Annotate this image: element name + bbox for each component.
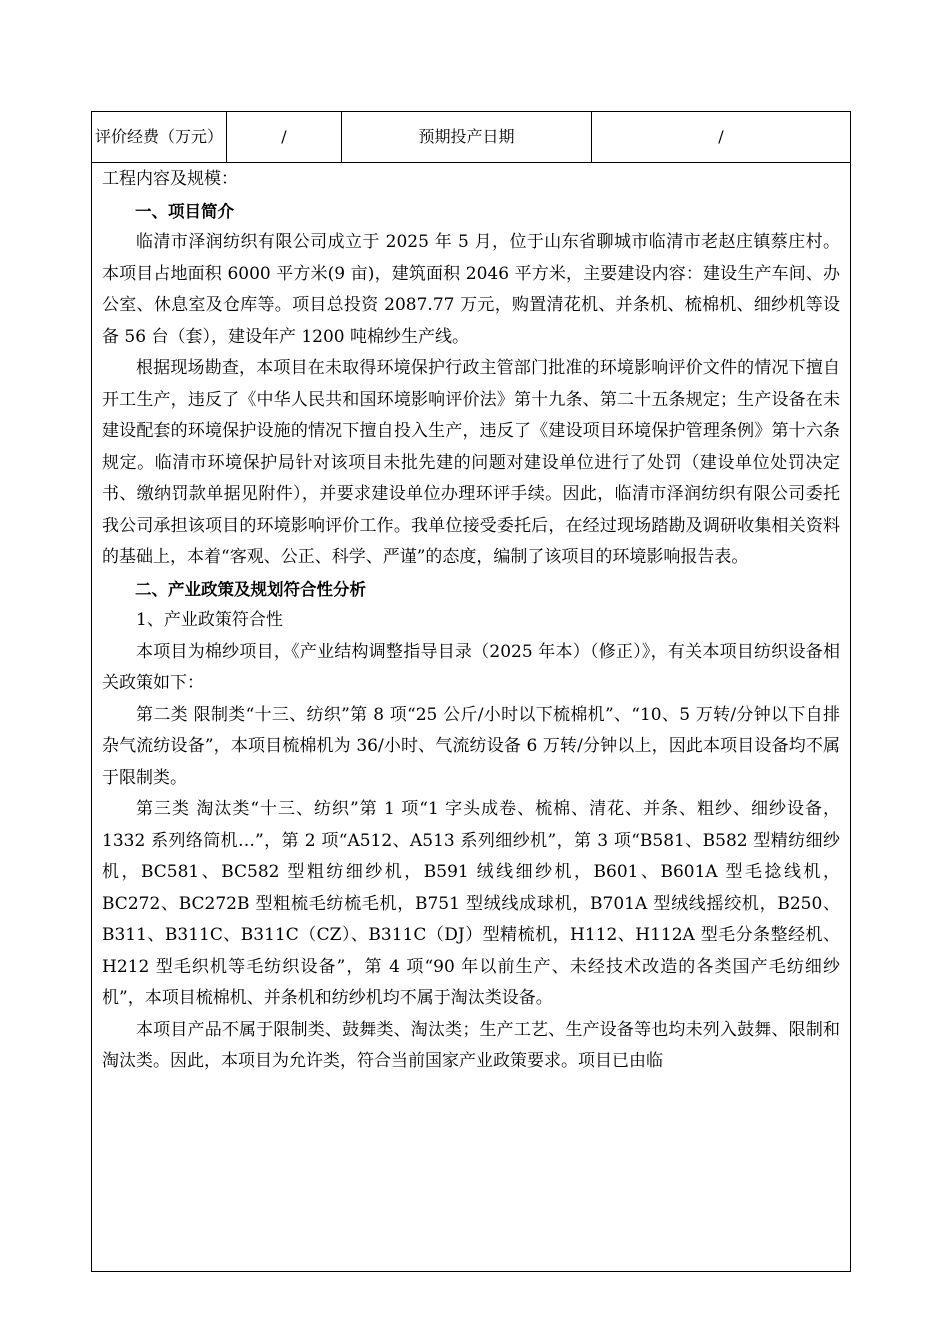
intro-label: 工程内容及规模：	[102, 169, 238, 189]
section1-title: 一、项目简介	[135, 201, 234, 221]
header-row	[92, 112, 850, 163]
production-date-value: /	[718, 127, 724, 146]
budget-label: 评价经费（万元）	[92, 112, 227, 162]
report-table	[91, 111, 851, 1272]
budget-value: /	[227, 112, 342, 162]
paragraph-6: 本项目产品不属于限制类、鼓舞类、淘汰类；生产工艺、生产设备等也均未列入鼓舞、限制和淘汰类。因此，本项目为允许类，符合当前国家产业政策要求。项目已由临	[102, 1019, 840, 1071]
paragraph-4: 第二类 限制类“十三、纺织”第 8 项“25 公斤/小时以下梳棉机”、“10、5 万转/分钟以下自排杂气流纺设备”，本项目梳棉机为 36/小时、气流纺设备 6 万转/分钟以上，因此本项目设备均不属于限制类。	[102, 704, 840, 788]
section2-title: 二、产业政策及规划符合性分析	[135, 579, 366, 599]
subsection1-title: 1、产业政策符合性	[136, 610, 283, 630]
paragraph-2: 根据现场勘查，本项目在未取得环境保护行政主管部门批准的环境影响评价文件的情况下擅自开工生产，违反了《中华人民共和国环境影响评价法》第十九条、第二十五条规定；生产设备在未建设配套的环境保护设施的情况下擅自投入生产，违反了《建设项目环境保护管理条例》第十六条规定。临清市环境保护局针对该项目未批先建的问题对建设单位进行了处罚（建设单位处罚决定书、缴纳罚款单据见附件），并要求建设单位办理环评手续。因此，临清市泽润纺织有限公司委托我公司承担该项目的环境影响评价工作。我单位接受委托后，在经过现场踏勘及调研收集相关资料的基础上，本着“客观、公正、科学、严谨”的态度，编制了该项目的环境影响报告表。	[102, 358, 840, 567]
paragraph-3: 本项目为棉纱项目，《产业结构调整指导目录（2025 年本）（修正）》，有关本项目纺织设备相关政策如下：	[102, 641, 840, 693]
content-cell	[92, 163, 850, 1271]
paragraph-5: 第三类 淘汰类“十三、纺织”第 1 项“1 字头成卷、梳棉、清花、并条、粗纱、细纱设备，1332 系列络筒机…”，第 2 项“A512、A513 系列细纱机”，第 3 项“B581、B582 型精纺细纱机，BC581、BC582 型粗纺细纱机，B591 绒线细纱机，B601、B601A 型毛捻线机，BC272、BC272B 型粗梳毛纺梳毛机，B751 型绒线成球机，B701A 型绒线摇绞机，B250、B311、B311C、B311C（CZ）、B311C（DJ）型精梳机，H112、H112A 型毛分条整经机、H212 型毛织机等毛纺织设备”，第 4 项“90 年以前生产、未经技术改造的各类国产毛纺细纱机”，本项目梳棉机、并条机和纺纱机均不属于淘汰类设备。	[102, 799, 840, 1008]
paragraph-1: 临清市泽润纺织有限公司成立于 2025 年 5 月，位于山东省聊城市临清市老赵庄镇蔡庄村。本项目占地面积 6000 平方米(9 亩)，建筑面积 2046 平方米，主要建设内容：建设生产车间、办公室、休息室及仓库等。项目总投资 2087.77 万元，购置清花机、并条机、梳棉机、细纱机等设备 56 台（套），建设年产 1200 吨棉纱生产线。	[102, 232, 840, 347]
production-date-label: 预期投产日期	[342, 112, 592, 162]
